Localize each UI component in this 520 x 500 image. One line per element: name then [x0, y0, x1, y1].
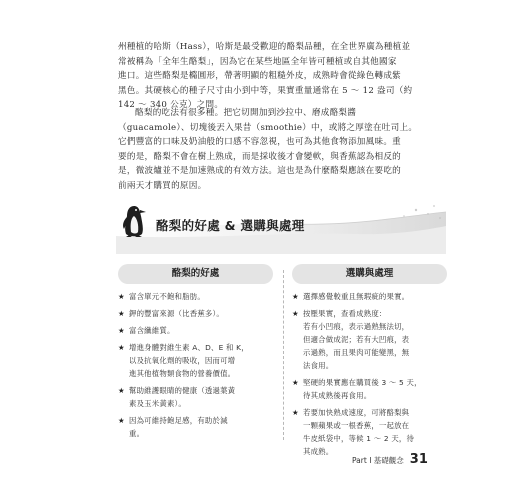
paragraph-line: 州種植的哈斯（Hass），哈斯是最受歡迎的酪梨品種，在全世界廣為種植並	[118, 42, 411, 52]
list-item	[292, 376, 447, 402]
list-item-line: 待其成熟後再食用。	[303, 391, 372, 400]
page-footer	[352, 448, 428, 467]
star-bullet-icon: ★	[292, 408, 299, 417]
list-item-line: 若要加快熟成速度，可將酪梨與	[303, 408, 410, 417]
list-item	[118, 414, 273, 440]
purchase-handling-list	[292, 290, 447, 458]
list-item-line: 富含單元不飽和脂肪。	[129, 292, 205, 301]
star-bullet-icon: ★	[118, 326, 125, 335]
list-item	[118, 290, 273, 303]
star-bullet-icon: ★	[292, 292, 299, 301]
penguin-icon	[120, 204, 150, 238]
paragraph-line: 進口。這些酪梨是橢圓形，帶著明顯的粗糙外皮，成熟時會從綠色轉成紫	[118, 71, 402, 82]
list-item-line: 因為可維持飽足感，有助於減	[129, 416, 228, 425]
paragraph-line: 前兩天才購買的原因。	[118, 180, 207, 191]
paragraph-line: 常被稱為「全年生酪梨」，因為它在某些地區全年皆可種植或自其他國家	[118, 56, 397, 67]
paragraph-line: 酪梨的吃法有很多種。把它切開加到沙拉中、磨成酪梨醬	[135, 108, 357, 118]
list-item-line: 但適合做成泥；若有大凹痕，表	[303, 335, 410, 344]
star-bullet-icon: ★	[118, 343, 125, 352]
paragraph-line: 是，微波爐並不是加速熟成的有效方法。這也是為什麼酪梨應該在要吃的	[118, 166, 402, 177]
purchase-handling-header: 選購與處理	[292, 264, 447, 284]
list-item-line: 法食用。	[303, 361, 334, 370]
list-item-line: 堅硬的果實應在購買後 3 ～ 5 天，	[303, 378, 422, 387]
list-item	[292, 290, 447, 303]
star-bullet-icon: ★	[118, 309, 125, 318]
list-item-line: 若有小凹痕，表示過熟無法切，	[303, 322, 410, 331]
star-bullet-icon: ★	[292, 309, 299, 318]
list-item-line: 重。	[129, 429, 145, 438]
list-item-line: 以及抗氧化劑的吸收，因而可增	[129, 356, 236, 365]
purchase-handling-column	[292, 264, 447, 462]
list-item-line: 素及玉米黃素）。	[129, 399, 187, 408]
star-bullet-icon: ★	[292, 378, 299, 387]
section-title: 酪梨的好處 & 選購與處理	[156, 218, 305, 233]
list-item-line: 其成熟。	[303, 447, 334, 456]
list-item-line: 增進身體對維生素 A、D、E 和 K，	[129, 343, 249, 352]
benefits-header: 酪梨的好處	[118, 264, 273, 284]
benefits-list	[118, 290, 273, 440]
paragraph-line: （guacamole）、切塊後丟入果昔（smoothie）中，或將之厚塗在吐司上。	[118, 122, 418, 133]
list-item-line: 一顆蘋果或一根香蕉，一起放在	[303, 421, 410, 430]
body-paragraph-1	[118, 40, 440, 113]
star-bullet-icon: ★	[118, 292, 125, 301]
column-divider	[283, 270, 284, 440]
paragraph-line: 黑色。其硬核心的種子尺寸由小到中等，果實重量通常在 5 ～ 12 盎司（約	[118, 85, 413, 96]
paragraph-line: 要的是，酪梨不會在樹上熟成，而是採收後才會變軟，與香蕉認為相反的	[118, 151, 402, 162]
list-item	[118, 384, 273, 410]
list-item	[292, 307, 447, 372]
list-item	[118, 341, 273, 380]
list-item-line: 示過熟，而且果肉可能變黑，無	[303, 348, 410, 357]
list-item-line: 牛皮紙袋中，等候 1 ～ 2 天，待	[303, 434, 415, 443]
paragraph-line: 142 ～ 340 公克）之間。	[118, 100, 224, 111]
body-paragraph-2	[118, 106, 440, 194]
list-item-line: 幫助維護眼睛的健康（透過葉黃	[129, 386, 236, 395]
list-item-line: 富含纖維質。	[129, 326, 175, 335]
list-item	[118, 307, 273, 320]
star-bullet-icon: ★	[118, 416, 125, 425]
list-item-line: 鉀的豐富來源（比香蕉多）。	[129, 309, 224, 318]
benefits-column	[118, 264, 273, 444]
part-label: Part I 基礎觀念	[352, 456, 404, 465]
list-item	[118, 324, 273, 337]
star-bullet-icon: ★	[118, 386, 125, 395]
page-number: 31	[409, 452, 428, 467]
list-item-line: 進其他植物類食物的營養價值。	[129, 369, 236, 378]
list-item-line: 按壓果實，查看成熟度：	[303, 309, 387, 318]
paragraph-line: 它們豐富的口味及奶油般的口感不容忽視，也可為其他食物添加風味。重	[118, 137, 402, 148]
list-item-line: 選擇感覺較重且無瑕疵的果實。	[303, 292, 410, 301]
